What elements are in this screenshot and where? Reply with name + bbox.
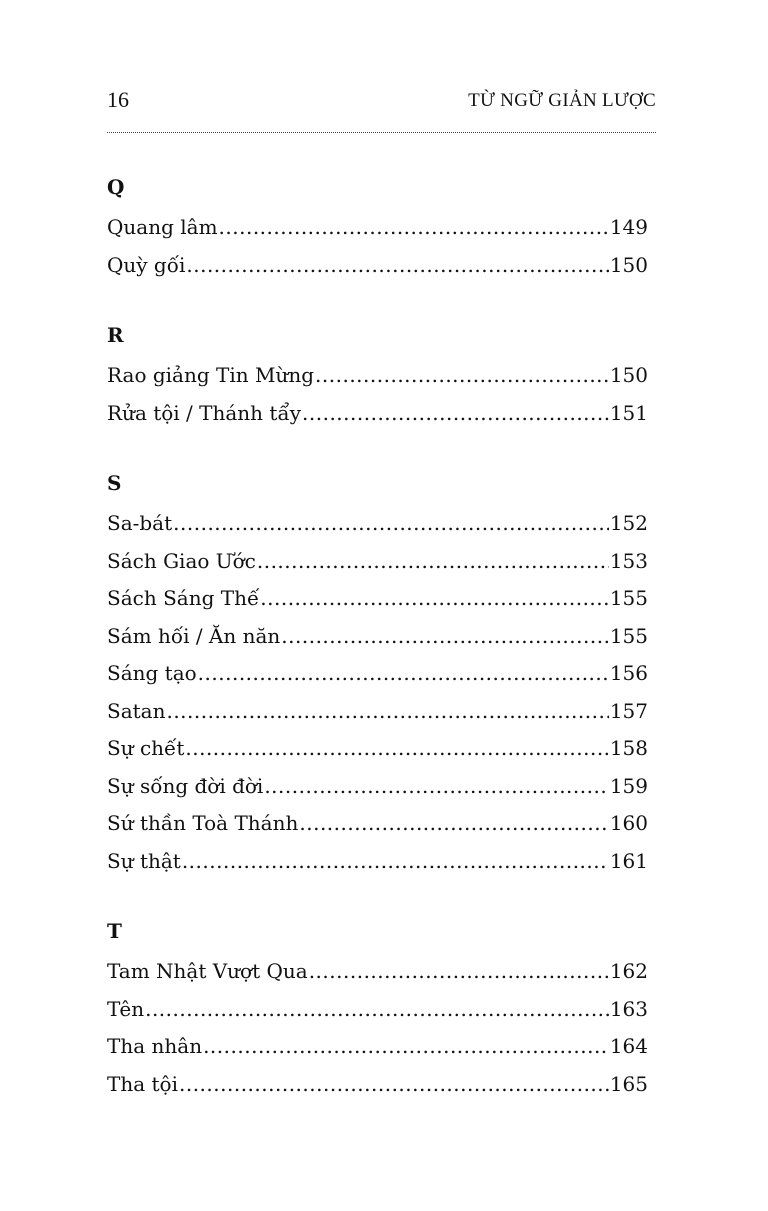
page-number: 16 xyxy=(107,87,129,112)
entry-page-number: 156 xyxy=(609,661,648,685)
entry-term: Sáng tạo xyxy=(107,661,197,685)
dot-leader xyxy=(257,543,609,581)
entry-page-number: 150 xyxy=(609,363,648,387)
dot-leader xyxy=(264,768,608,806)
index-entry xyxy=(107,1066,648,1104)
section-letter: S xyxy=(107,471,122,495)
index-entry xyxy=(107,843,648,881)
dot-leader xyxy=(185,730,608,768)
entry-page-number: 157 xyxy=(609,698,648,723)
entry-term: Sứ thần Toà Thánh xyxy=(107,811,299,835)
entry-page-number: 149 xyxy=(609,215,648,239)
entry-term: Tha nhân xyxy=(107,1034,203,1058)
entry-page-number: 161 xyxy=(609,848,648,873)
index-section-q xyxy=(107,172,648,284)
index-entry xyxy=(107,693,648,731)
entry-term: Sự chết xyxy=(107,736,185,760)
entry-term: Sách Sáng Thế xyxy=(107,586,260,610)
entry-page-number: 155 xyxy=(609,623,648,648)
page-header xyxy=(107,86,656,133)
entry-page-number: 159 xyxy=(609,773,648,798)
entry-term: Rao giảng Tin Mừng xyxy=(107,363,315,387)
index-section-r xyxy=(107,320,648,432)
entry-term: Rửa tội / Thánh tẩy xyxy=(107,400,302,425)
entry-page-number: 163 xyxy=(609,996,648,1021)
index-entry xyxy=(107,1028,648,1066)
index-entry xyxy=(107,580,648,618)
index-entry xyxy=(107,505,648,543)
section-letter: Q xyxy=(107,175,125,199)
index-entry xyxy=(107,543,648,581)
dot-leader xyxy=(179,1066,609,1104)
dot-leader xyxy=(281,618,609,656)
index-entry xyxy=(107,247,648,285)
index-entry xyxy=(107,805,648,843)
entry-term: Sa-bát xyxy=(107,511,173,535)
dot-leader xyxy=(145,991,609,1029)
index-entry xyxy=(107,953,648,991)
entry-term: Tên xyxy=(107,996,145,1021)
index-list xyxy=(107,172,648,1139)
entry-term: Quang lâm xyxy=(107,215,218,239)
dot-leader xyxy=(166,693,608,731)
index-entry xyxy=(107,768,648,806)
dot-leader xyxy=(198,655,609,693)
index-entry xyxy=(107,209,648,247)
running-title: TỪ NGỮ GIẢN LƯỢC xyxy=(468,90,656,111)
entry-term: Sách Giao Ước xyxy=(107,548,256,573)
index-section-s xyxy=(107,468,648,880)
dot-leader xyxy=(182,843,609,881)
entry-page-number: 158 xyxy=(609,736,648,760)
entry-page-number: 152 xyxy=(609,511,648,535)
entry-page-number: 165 xyxy=(609,1071,648,1096)
dot-leader xyxy=(260,580,609,618)
entry-page-number: 150 xyxy=(609,252,648,277)
entry-term: Quỳ gối xyxy=(107,252,186,277)
index-section-t xyxy=(107,916,648,1103)
entry-page-number: 155 xyxy=(609,586,648,610)
dot-leader xyxy=(203,1028,609,1066)
dot-leader xyxy=(299,805,608,843)
entry-page-number: 162 xyxy=(609,959,648,983)
index-entry xyxy=(107,991,648,1029)
dot-leader xyxy=(309,953,609,991)
dot-leader xyxy=(173,505,609,543)
index-entry xyxy=(107,730,648,768)
dot-leader xyxy=(302,395,609,433)
index-entry xyxy=(107,618,648,656)
index-entry xyxy=(107,357,648,395)
entry-term: Tam Nhật Vượt Qua xyxy=(107,959,308,983)
section-letter: R xyxy=(107,323,124,347)
entry-term: Sự sống đời đời xyxy=(107,773,264,798)
entry-term: Sự thật xyxy=(107,848,181,873)
index-entry xyxy=(107,395,648,433)
dot-leader xyxy=(219,209,609,247)
index-entry xyxy=(107,655,648,693)
entry-page-number: 160 xyxy=(609,811,648,835)
entry-term: Sám hối / Ăn năn xyxy=(107,623,281,648)
dot-leader xyxy=(315,357,609,395)
entry-page-number: 151 xyxy=(609,400,648,425)
entry-page-number: 164 xyxy=(609,1034,648,1058)
section-letter: T xyxy=(107,919,122,943)
entry-page-number: 153 xyxy=(609,548,648,573)
entry-term: Satan xyxy=(107,698,166,723)
entry-term: Tha tội xyxy=(107,1071,178,1096)
dot-leader xyxy=(186,247,608,285)
